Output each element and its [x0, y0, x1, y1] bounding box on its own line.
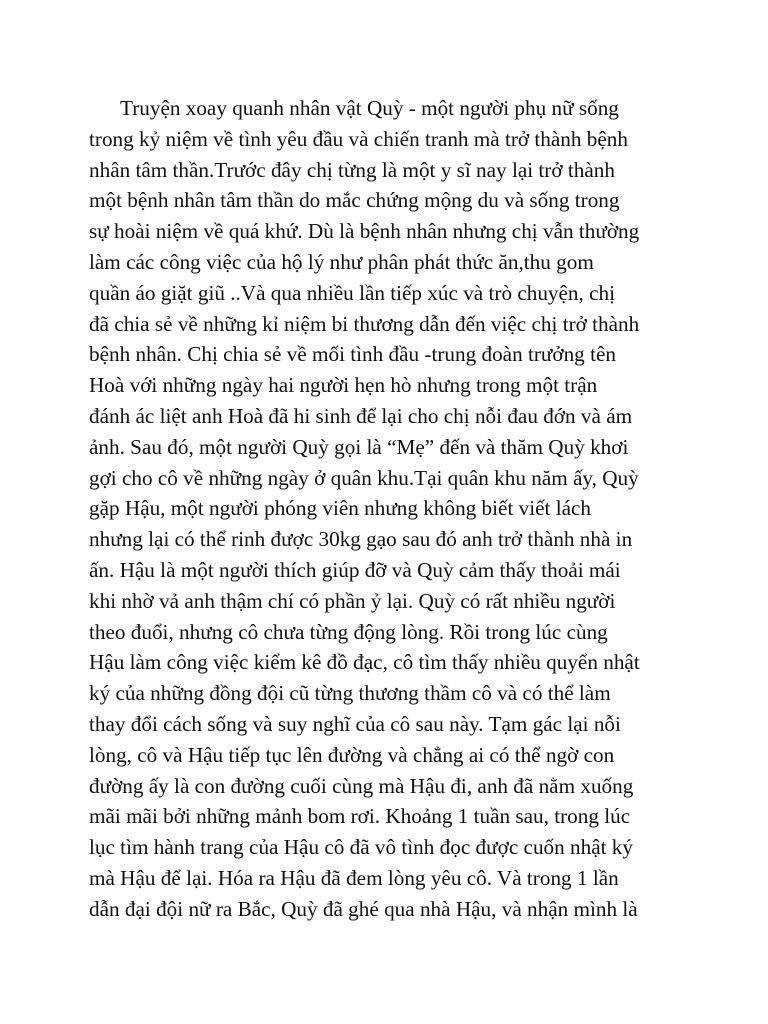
text-line: quần áo giặt giũ ..Và qua nhiều lần tiếp xúc và trò chuyện, chị	[89, 280, 615, 305]
text-line: Truyện xoay quanh nhân vật Quỳ - một người phụ nữ sống	[120, 96, 619, 120]
text-line: nhân tâm thần.Trước đây chị từng là một y sĩ nay lại trở thành	[89, 157, 615, 182]
text-line: đường ấy là con đường cuối cùng mà Hậu đi, anh đã nằm xuống	[89, 773, 634, 798]
text-line: theo đuổi, nhưng cô chưa từng động lòng. Rồi trong lúc cùng	[89, 619, 608, 644]
text-line: mà Hậu để lại. Hóa ra Hậu đã đem lòng yêu cô. Và trong 1 lần	[89, 865, 619, 890]
text-line: ảnh. Sau đó, một người Quỳ gọi là “Mẹ” đến và thăm Quỳ khơi	[89, 434, 629, 459]
text-line: đánh ác liệt anh Hoà đã hi sinh để lại cho chị nỗi đau đớn và ám	[89, 403, 633, 428]
text-line: Hoà với những ngày hai người hẹn hò nhưng trong một trận	[89, 373, 598, 398]
text-line: ký của những đồng đội cũ từng thương thầm cô và có thể làm	[89, 681, 611, 706]
text-line: mãi mãi bởi những mảnh bom rơi. Khoảng 1 tuần sau, trong lúc	[89, 804, 631, 829]
text-line: một bệnh nhân tâm thần do mắc chứng mộng du và sống trong	[89, 188, 620, 213]
text-line: Hậu làm công việc kiểm kê đồ đạc, cô tìm thấy nhiều quyển nhật	[89, 650, 640, 675]
text-line: nhưng lại có thể rinh được 30kg gạo sau đó anh trở thành nhà in	[89, 527, 633, 552]
text-line: làm các công việc của hộ lý như phân phát thức ăn,thu gom	[89, 249, 594, 274]
text-line: dẫn đại đội nữ ra Bắc, Quỳ đã ghé qua nhà Hậu, và nhận mình là	[89, 896, 638, 921]
text-line: đã chia sẻ về những kỉ niệm bi thương dẫn đến việc chị trở thành	[89, 311, 640, 336]
text-line: thay đổi cách sống và suy nghĩ của cô sau này. Tạm gác lại nỗi	[89, 711, 621, 736]
body-paragraph	[89, 93, 681, 925]
text-line: gợi cho cô về những ngày ở quân khu.Tại quân khu năm ấy, Quỳ	[89, 465, 639, 490]
text-line: gặp Hậu, một người phóng viên nhưng không biết viết lách	[89, 496, 591, 521]
text-line: sự hoài niệm về quá khứ. Dù là bệnh nhân nhưng chị vẫn thường	[89, 219, 640, 244]
text-line: trong kỷ niệm về tình yêu đầu và chiến tranh mà trở thành bệnh	[89, 126, 628, 151]
text-line: lục tìm hành trang của Hậu cô đã vô tình đọc được cuốn nhật ký	[89, 835, 633, 860]
text-line: lòng, cô và Hậu tiếp tục lên đường và chẳng ai có thể ngờ con	[89, 742, 615, 767]
text-line: bệnh nhân. Chị chia sẻ về mối tình đầu -trung đoàn trưởng tên	[89, 342, 616, 367]
text-line: ấn. Hậu là một người thích giúp đỡ và Quỳ cảm thấy thoải mái	[89, 557, 621, 582]
text-line: khi nhờ vả anh thậm chí có phần ỷ lại. Quỳ có rất nhiều người	[89, 588, 616, 613]
